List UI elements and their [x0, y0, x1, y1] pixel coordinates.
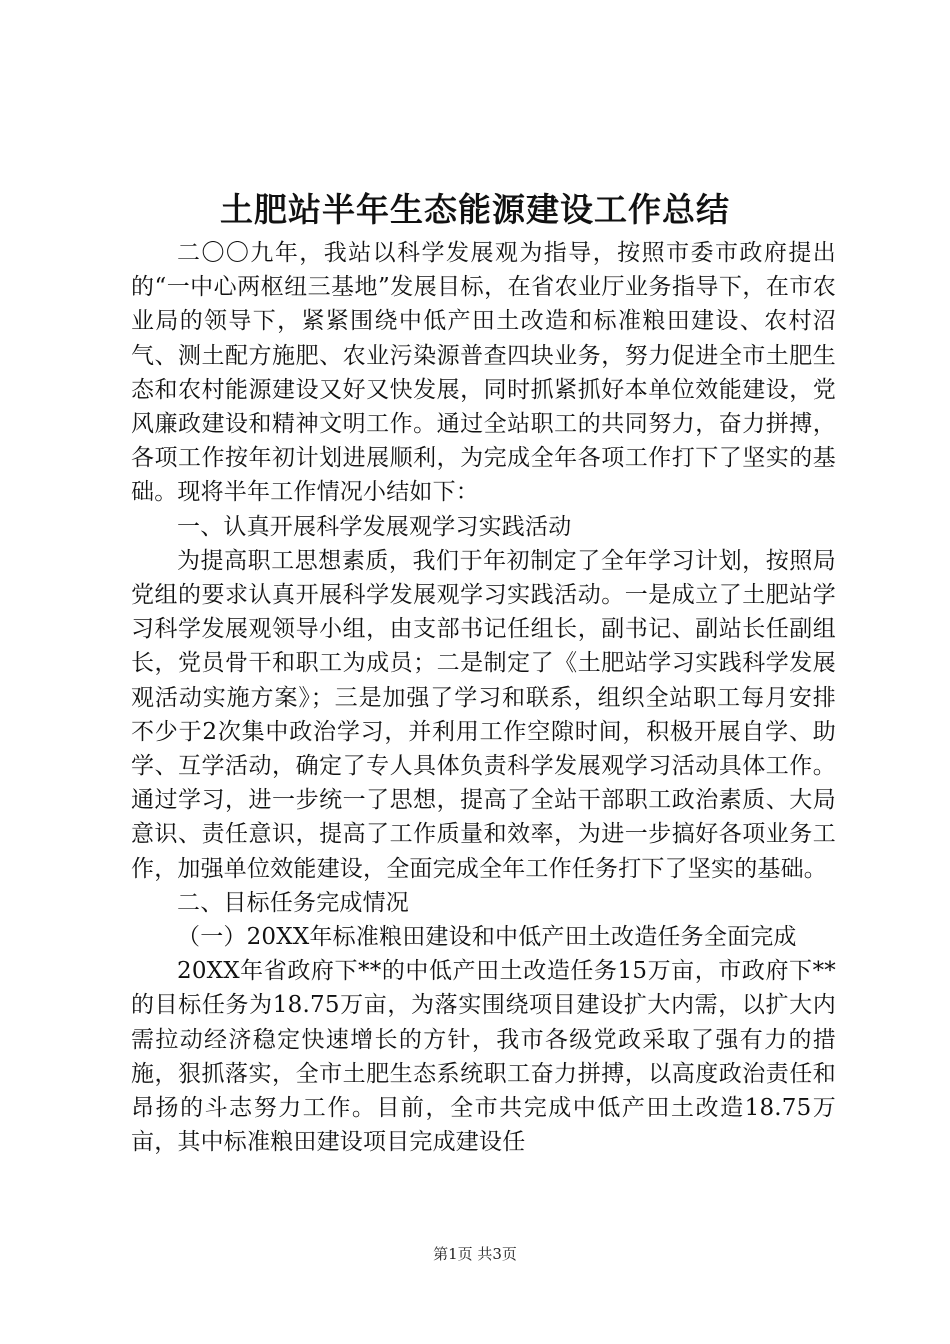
subsection-heading-1: （一）20XX年标准粮田建设和中低产田土改造任务全面完成 [177, 924, 797, 951]
intro-paragraph: 二〇〇九年，我站以科学发展观为指导，按照市委市政府提出的“一中心两枢纽三基地”发展目标，在省农业厅业务指导下，在市农业局的领导下，紧紧围绕中低产田土改造和标准粮田建设、农村沼气、测土配方施肥、农业污染源普查四块业务，努力促进全市土肥生态和农村能源建设又好又快发展，同时抓紧抓好本单位效能建设，党风廉政建设和精神文明工作。通过全站职工的共同努力，奋力拼搏，各项工作按年初计划进展顺利，为完成全年各项工作打下了坚实的基础。现将半年工作情况小结如下： [131, 240, 836, 506]
section-heading-2: 二、目标任务完成情况 [177, 889, 409, 916]
section-1-paragraph: 为提高职工思想素质，我们于年初制定了全年学习计划，按照局党组的要求认真开展科学发展观学习实践活动。一是成立了土肥站学习科学发展观领导小组，由支部书记任组长，副书记、副站长任副组长，党员骨干和职工为成员；二是制定了《土肥站学习实践科学发展观活动实施方案》；三是加强了学习和联系，组织全站职工每月安排不少于2次集中政治学习，并利用工作空隙时间，积极开展自学、助学、互学活动，确定了专人具体负责科学发展观学习活动具体工作。通过学习，进一步统一了思想，提高了全站干部职工政治素质、大局意识、责任意识，提高了工作质量和效率，为进一步搞好各项业务工作，加强单位效能建设，全面完成全年工作任务打下了坚实的基础。 [131, 547, 836, 882]
document-body [131, 236, 836, 1159]
subsection-1-paragraph: 20XX年省政府下**的中低产田土改造任务15万亩，市政府下**的目标任务为18.75万亩，为落实围绕项目建设扩大内需，以扩大内需拉动经济稳定快速增长的方针，我市各级党政采取了强有力的措施，狠抓落实，全市土肥生态系统职工奋力拼搏，以高度政治责任和昂扬的斗志努力工作。目前，全市共完成中低产田土改造18.75万亩，其中标准粮田建设项目完成建设任 [131, 958, 836, 1156]
page-footer: 第1页 共3页 [433, 1245, 517, 1263]
section-heading-1: 一、认真开展科学发展观学习实践活动 [177, 513, 572, 540]
document-title: 土肥站半年生态能源建设工作总结 [220, 190, 730, 229]
